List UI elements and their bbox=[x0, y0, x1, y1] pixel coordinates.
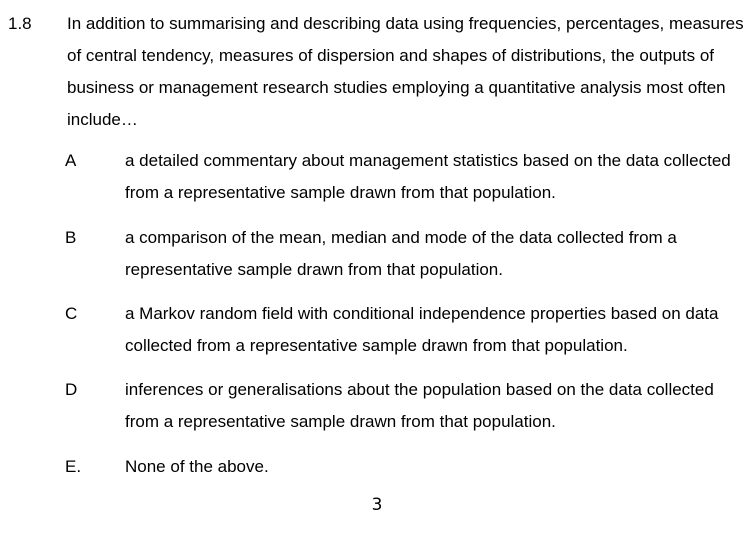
option-a-text: a detailed commentary about management statistics based on the data collected from a representative sample drawn from that population. bbox=[125, 151, 731, 202]
option-b-text: a comparison of the mean, median and mode of the data collected from a representative sample drawn from that population. bbox=[125, 228, 677, 279]
option-e-letter: E. bbox=[65, 457, 82, 476]
option-c-letter: C bbox=[65, 304, 78, 323]
option-b-letter: B bbox=[65, 228, 77, 247]
question-number: 1.8 bbox=[8, 14, 32, 33]
option-d-letter: D bbox=[65, 380, 78, 399]
page-number: 3 bbox=[371, 495, 383, 515]
option-e-text: None of the above. bbox=[125, 457, 269, 476]
question-stem: In addition to summarising and describing data using frequencies, percentages, measures of central tendency, measures of dispersion and shapes of distributions, the outputs of business or management research studies employing a quantitative analysis most often include… bbox=[67, 14, 744, 129]
option-c-text: a Markov random field with conditional independence properties based on data collected from a representative sample drawn from that population. bbox=[125, 304, 719, 355]
option-a-letter: A bbox=[65, 151, 77, 170]
option-d-text: inferences or generalisations about the population based on the data collected from a representative sample drawn from that population. bbox=[125, 380, 714, 431]
